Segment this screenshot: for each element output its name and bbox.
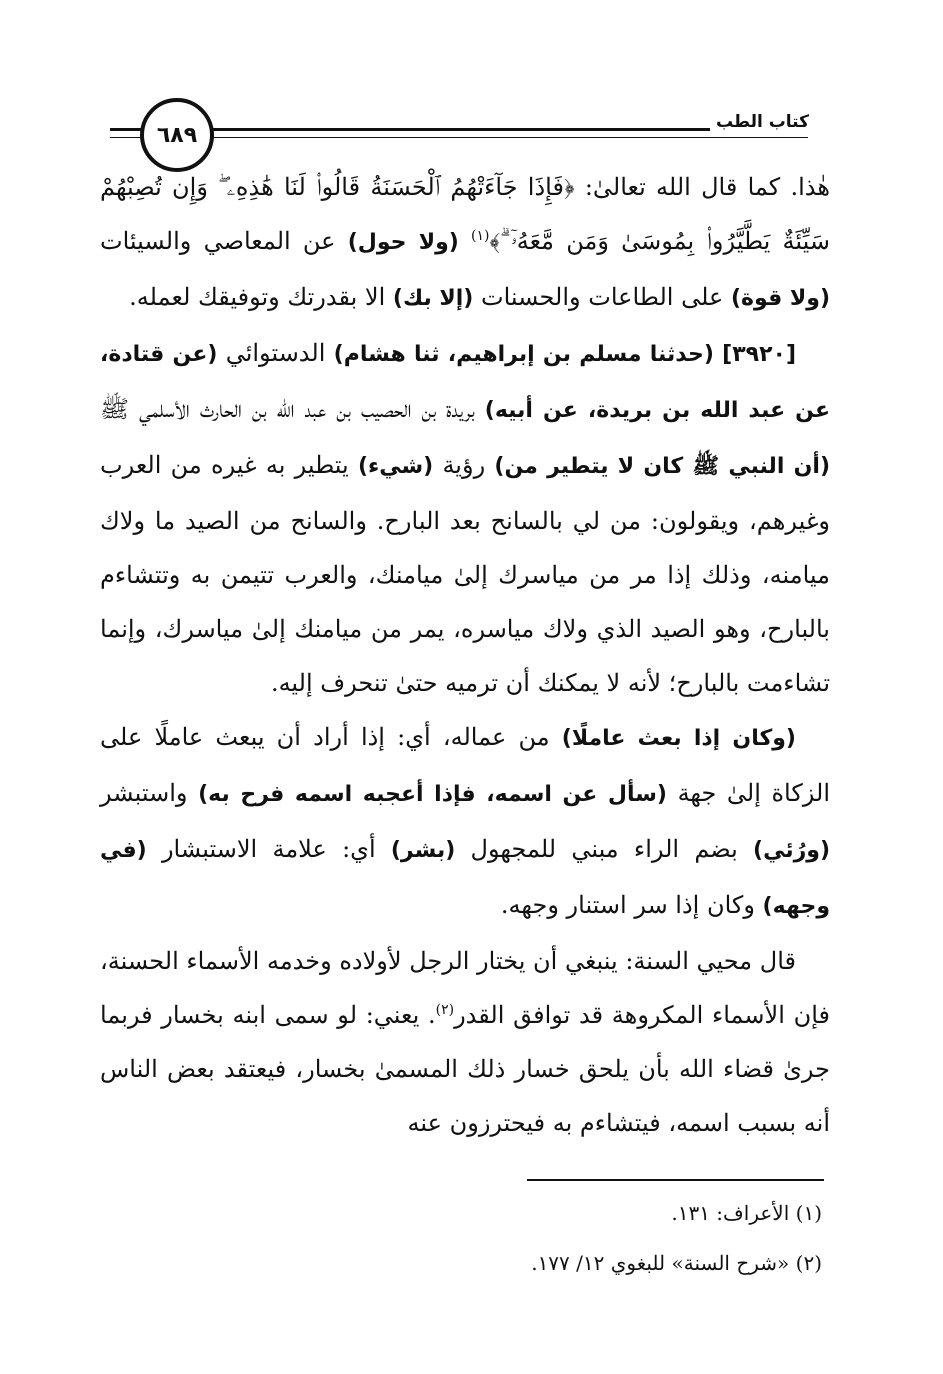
- text-run: على الطاعات والحسنات: [473, 283, 731, 311]
- paragraph-1: [100, 160, 830, 326]
- bold-phrase: (في وجهه): [100, 838, 830, 919]
- text-run: أي: علامة الاستبشار: [146, 835, 391, 863]
- bold-phrase: (شيء): [357, 454, 434, 479]
- running-title: كتاب الطب: [710, 112, 815, 132]
- bold-phrase: [٣٩٢٠] (حدثنا مسلم بن إبراهيم، ثنا هشام): [333, 342, 797, 367]
- text-run: بريدة بن الحصيب بن عبد الله بن الحارث الأسلمي ﷺ: [100, 395, 485, 423]
- text-run: من عماله، أي: إذا أراد أن يبعث عاملًا على الزكاة إلىٰ جهة: [100, 723, 831, 807]
- bold-phrase: (أن النبي ﷺ كان لا يتطير من): [494, 454, 830, 479]
- bold-phrase: (ولا حول): [347, 230, 459, 255]
- footnotes: [100, 1188, 822, 1288]
- footnote-1: (١) الأعراف: ١٣١.: [671, 1201, 822, 1225]
- page-number: ٦٨٩: [140, 98, 214, 172]
- footnote-2: (٢) «شرح السنة» للبغوي ١٢/ ١٧٧.: [531, 1251, 822, 1275]
- text-run: . يعني: لو سمى ابنه بخسار فربما جرىٰ قضاء الله بأن يلحق خسار ذلك المسمىٰ بخسار، فيعتقد بعض الناس أنه بسبب اسمه، فيتشاءم به فيحترزون عنه: [100, 1001, 830, 1137]
- text-run: بضم الراء مبني للمجهول: [455, 835, 754, 863]
- page-header: [0, 0, 943, 160]
- bold-phrase: (ولا قوة): [730, 286, 830, 311]
- paragraph-2: [100, 326, 830, 710]
- text-run: الا بقدرتك وتوفيقك لعمله.: [129, 283, 393, 311]
- bold-phrase: (وكان إذا بعث عاملًا): [561, 726, 796, 751]
- bold-phrase: (بشر): [390, 838, 456, 863]
- header-rule-thin: [196, 137, 808, 138]
- text-run: واستبشر: [100, 779, 199, 807]
- bold-phrase: (إلا بك): [392, 286, 474, 311]
- footnote-ref-2: (٢): [435, 1002, 455, 1018]
- text-run: عن المعاصي والسيئات: [100, 227, 348, 255]
- paragraph-4: [100, 934, 830, 1150]
- text-run: يتطير به غيره من العرب وغيرهم، ويقولون: من لي بالسانح بعد البارح. والسانح من الصيد ما ولاك ميامنه، وذلك إذا مر من مياسرك إلىٰ ميامنك، والعرب تتيمن به وتتشاءم بالبارح، وهو الصيد الذي ولاك مياسره، يمر من ميامنك إلىٰ مياسرك، وإنما تشاءمت بالبارح؛ لأنه لا يمكنك أن ترميه حتىٰ تنحرف إليه.: [100, 451, 830, 697]
- bold-phrase: (ورُئي): [753, 838, 830, 863]
- footnote-separator: [527, 1179, 824, 1181]
- text-run: وكان إذا سر استنار وجهه.: [500, 891, 763, 919]
- text-run: الدستوائي: [217, 339, 334, 367]
- footnote-ref-1: (١): [471, 228, 490, 244]
- bold-phrase: (عن قتادة، عن عبد الله بن بريدة، عن أبيه): [100, 342, 830, 423]
- paragraph-3: [100, 710, 830, 934]
- quran-verse: هٰذا. كما قال الله تعالىٰ: ﴿فَإِذَا جَآءَتْهُمُ ٱلْحَسَنَةُ قَالُوا۟ لَنَا هَٰذِهِۦ ۖ وَإِن تُصِبْهُمْ سَيِّئَةٌ يَطَّيَّرُوا۟ بِمُوسَىٰ وَمَن مَّعَهُۥٓ ۗ﴾: [100, 173, 830, 255]
- text-run: قال محيي السنة: ينبغي أن يختار الرجل لأولاده وخدمه الأسماء الحسنة، فإن الأسماء المكروهة قد توافق القدر: [100, 947, 830, 1029]
- main-text: [100, 160, 830, 1150]
- text-run: رؤية: [433, 451, 495, 479]
- bold-phrase: (سأل عن اسمه، فإذا أعجبه اسمه فرح به): [198, 782, 667, 807]
